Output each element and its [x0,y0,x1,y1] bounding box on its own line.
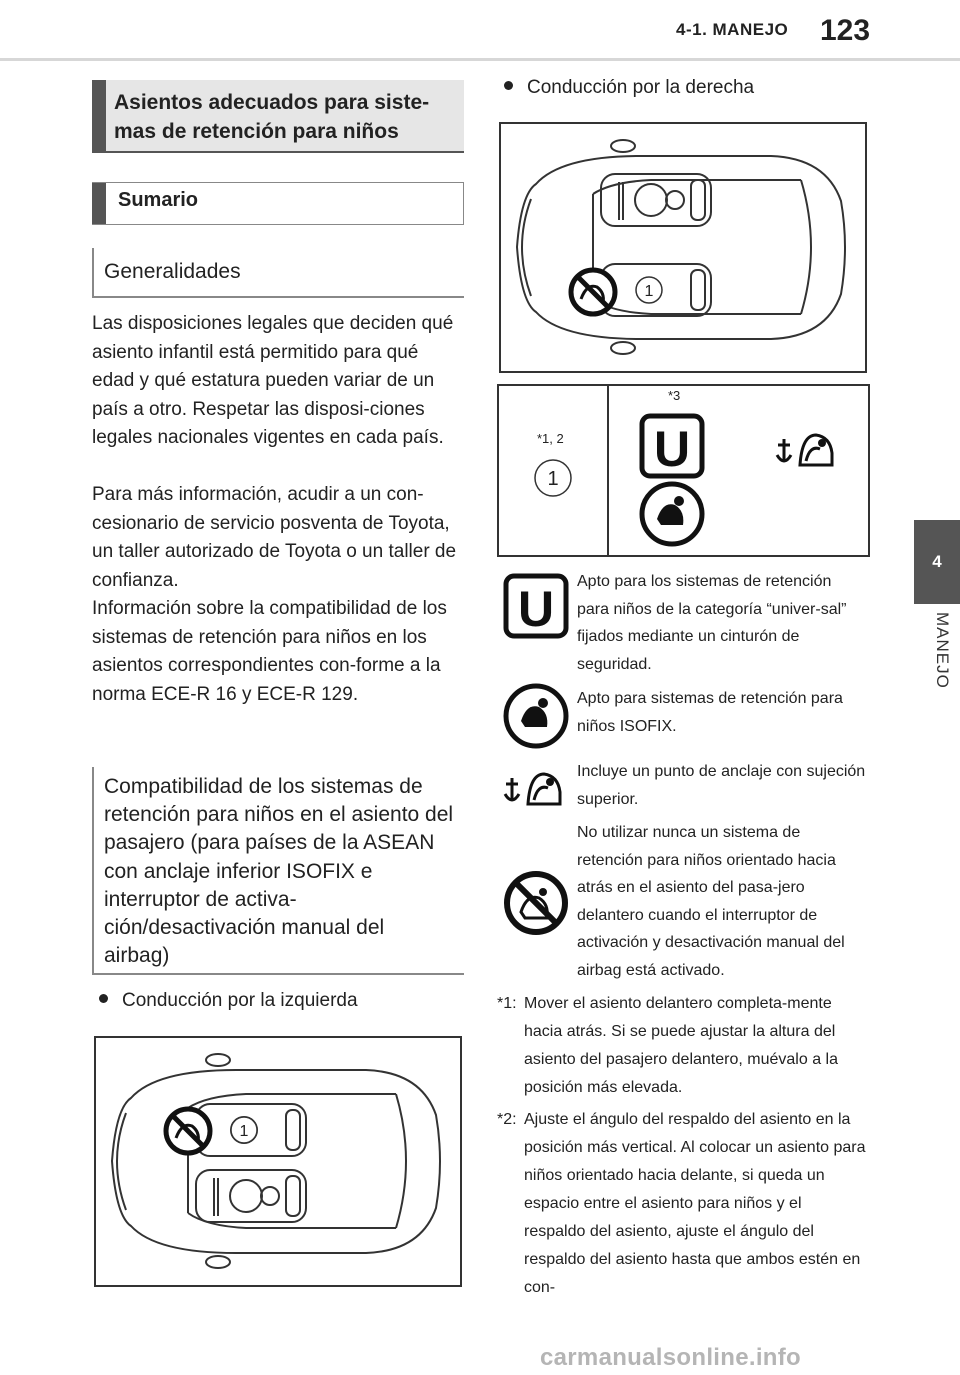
seat-number-left [231,1117,257,1143]
seat-number-right [636,277,662,303]
bullet-left-text: Conducción por la izquierda [122,990,358,1011]
desc-isofix: Apto para sistemas de retención para niños ISOFIX. [577,690,843,735]
universal-letter: U [517,581,555,637]
footnote-1 [497,990,867,1102]
isofix-icon [639,481,705,547]
car-diagram-right [499,122,867,373]
paragraph-2: Para más información, acudir a un con-cesionario de servicio posventa de Toyota, un taller autorizado de Toyota o un taller de confianza. [92,484,457,591]
section-title: 4-1. MANEJO [676,20,789,39]
footnote-2-mark: *2: [497,1111,517,1128]
heading-main-text: Asientos adecuados para siste-mas de retención para niños [114,91,430,143]
heading-bar [92,80,106,151]
footnote-2 [497,1106,867,1302]
heading-compat [92,767,464,975]
bullet-dot [504,81,513,90]
left-note: *1, 2 [537,431,564,446]
desc-prohibited: No utilizar nunca un sistema de retención para niños orientado hacia atrás en el asiento del pasa-jero delantero cuando el interruptor de activación y desactivación manual del airbag está activado. [577,824,845,979]
heading-summary-text: Sumario [118,189,199,211]
compat-table [497,384,870,557]
footnote-1-text: Mover el asiento delantero completa-mente hacia atrás. Si se puede ajustar la altura del asiento del pasajero delantero, muévalo a la posición más elevada. [524,995,838,1096]
heading-general-text: Generalidades [104,260,241,283]
no-rear-facing-seat-icon [503,870,569,936]
isofix-icon [503,683,569,749]
bullet-right-text: Conducción por la derecha [527,77,755,98]
seat-number-left-text: 1 [239,1123,249,1140]
heading-compat-text: Compatibilidad de los sistemas de retención para niños en el asiento del pasajero (para países de la ASEAN con anclaje inferior ISOFIX e interruptor de activa-ción/desactivación manual del airbag) [104,775,454,968]
heading-bar [92,183,106,224]
universal-icon [503,573,569,639]
top-tether-anchor-icon [774,421,840,475]
left-number-text: 1 [547,468,559,490]
seat-number-right-text: 1 [644,283,654,300]
desc-universal: Apto para los sistemas de retención para niños de la categoría “univer-sal” fijados mediante un cinturón de seguridad. [577,573,847,673]
number-1-icon [533,458,573,498]
bullet-right-drive [504,77,754,99]
universal-icon [639,413,705,479]
paragraph-3: Información sobre la compatibilidad de los sistemas de retención para niños en los asientos correspondientes con-forme a la norma ECE-R 16 y ECE-R 129. [92,598,447,705]
footnote-2-text: Ajuste el ángulo del respaldo del asiento en la posición más vertical. Al colocar un asiento para niños orientado hacia delante, si queda un espacio entre el asiento para niños y el respaldo del asiento, ajuste el ángulo del respaldo del asiento hasta que ambos estén en con- [524,1111,866,1296]
page-number: 123 [820,14,871,47]
universal-letter: U [653,421,691,477]
header-rule [0,58,960,61]
no-rear-facing-icon-left [166,1109,210,1153]
footnote-1-mark: *1: [497,995,517,1012]
heading-main [92,80,464,153]
car-topview-right-svg [501,124,865,371]
right-note: *3 [668,388,681,403]
car-diagram-left [94,1036,462,1287]
watermark: carmanualsonline.info [540,1344,802,1371]
table-divider [607,386,609,555]
top-tether-anchor-icon [502,760,568,814]
heading-summary [92,182,464,225]
car-topview-left-svg [96,1038,460,1285]
no-rear-facing-icon-right [571,270,615,314]
bullet-dot [99,994,108,1003]
chapter-tab-label: MANEJO [933,612,952,689]
heading-general [92,248,464,298]
bullet-left-drive [99,990,358,1012]
chapter-tab[interactable]: 4 [914,520,960,604]
paragraph-1: Las disposiciones legales que deciden qué asiento infantil está permitido para qué edad y qué estatura pueden variar de un país a otro. Respetar las disposi-ciones legales nacionales vigentes en cada país. [92,313,454,448]
desc-top-tether: Incluye un punto de anclaje con sujeción superior. [577,763,866,808]
